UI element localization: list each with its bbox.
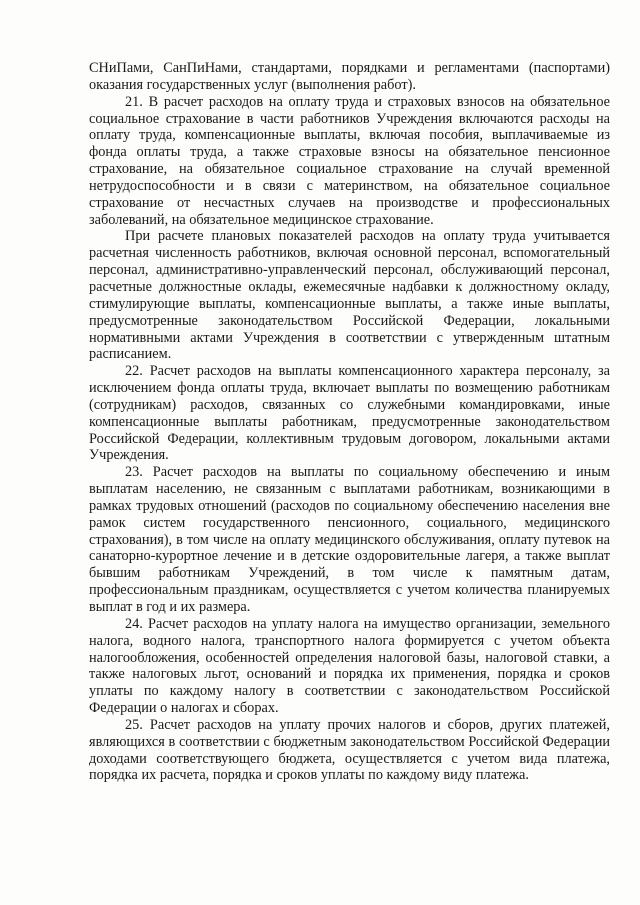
paragraph-24: 24. Расчет расходов на уплату налога на имущество организации, земельного налога, водного налога, транспортного налога формируется с учетом объекта налогообложения, особенностей определения налоговой базы, налоговой ставки, а также налоговых льгот, оснований и порядка их применения, порядка и сроков уплаты по каждому налогу в соответствии с законодательством Российской Федерации о налогах и сборах. (89, 615, 610, 717)
paragraph-21: 21. В расчет расходов на оплату труда и страховых взносов на обязательное социальное страхование в части работников Учреждения включаются расходы на оплату труда, компенсационные выплаты, включая пособия, выплачиваемые из фонда оплаты труда, а также страховые взносы на обязательное пенсионное страхование, на обязательное социальное страхование на случай временной нетрудоспособности и в связи с материнством, на обязательное социальное страхование от несчастных случаев на производстве и профессиональных заболеваний, на обязательное медицинское страхование. (89, 93, 610, 228)
document-body (89, 60, 610, 784)
paragraph-22: 22. Расчет расходов на выплаты компенсационного характера персоналу, за исключением фонда оплаты труда, включает выплаты по возмещению работникам (сотрудникам) расходов, связанных со служебными командировками, иные компенсационные выплаты работникам, предусмотренные законодательством Российской Федерации, коллективным трудовым договором, локальными актами Учреждения. (89, 363, 610, 464)
paragraph-23: 23. Расчет расходов на выплаты по социальному обеспечению и иным выплатам населению, не связанным с выплатами работникам, возникающими в рамках трудовых отношений (расходов по социальному обеспечению населения вне рамок систем государственного пенсионного, социального, медицинского страхования), в том числе на оплату медицинского обслуживания, оплату путевок на санаторно-курортное лечение и в детские оздоровительные лагеря, а также выплат бывшим работникам Учреждений, в том числе к памятным датам, профессиональным праздникам, осуществляется с учетом количества планируемых выплат в год и их размера. (89, 464, 610, 615)
paragraph-25: 25. Расчет расходов на уплату прочих налогов и сборов, других платежей, являющихся в соответствии с бюджетным законодательством Российской Федерации доходами соответствующего бюджета, осуществляется с учетом вида платежа, порядка их расчета, порядка и сроков уплаты по каждому виду платежа. (89, 716, 610, 784)
paragraph-continuation: СНиПами, СанПиНами, стандартами, порядками и регламентами (паспортами) оказания государственных услуг (выполнения работ). (89, 60, 610, 93)
paragraph-21-continued: При расчете плановых показателей расходов на оплату труда учитывается расчетная численность работников, включая основной персонал, вспомогательный персонал, административно-управленческий персонал, обслуживающий персонал, расчетные должностные оклады, ежемесячные надбавки к должностному окладу, стимулирующие выплаты, компенсационные выплаты, а также иные выплаты, предусмотренные законодательством Российской Федерации, локальными нормативными актами Учреждения в соответствии с утвержденным штатным расписанием. (89, 228, 610, 363)
